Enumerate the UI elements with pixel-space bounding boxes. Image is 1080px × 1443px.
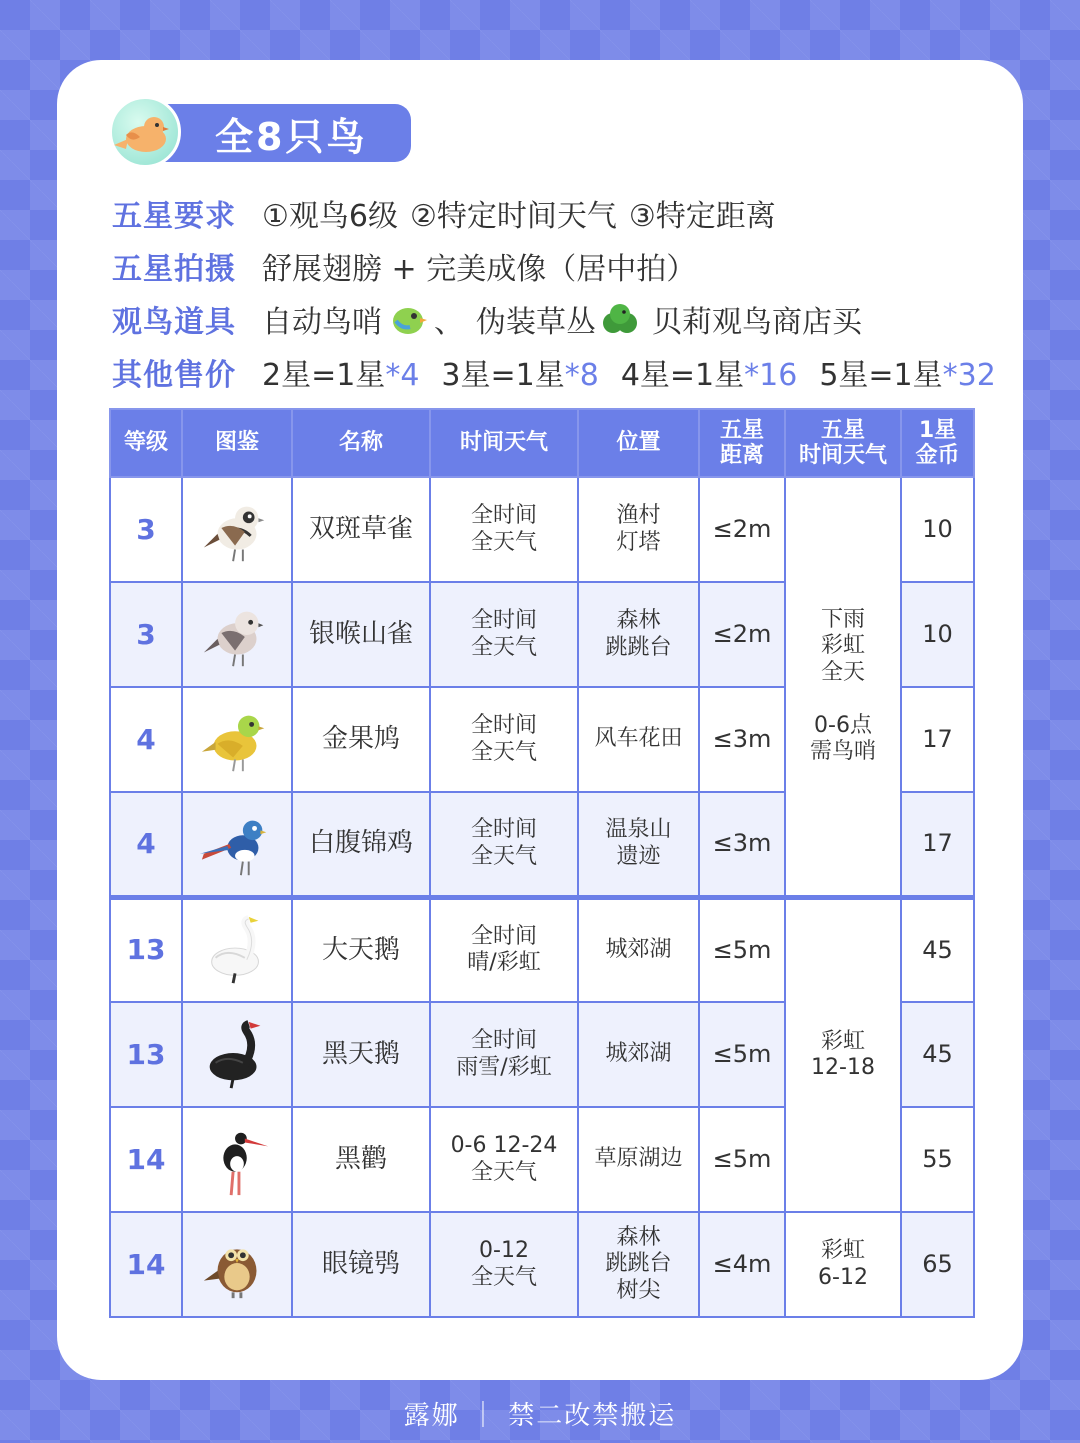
five-star-time-weather-group-2: 彩虹 12-18: [785, 897, 901, 1212]
level-cell: 14: [110, 1212, 182, 1317]
bird-name-cell: 眼镜鸮: [292, 1212, 430, 1317]
bird-name-cell: 金果鸠: [292, 687, 430, 792]
bird-badge-icon: [109, 96, 181, 168]
distance-cell: ≤5m: [699, 1002, 785, 1107]
bird-pic-cell: [182, 687, 292, 792]
time-weather-cell: 全时间 全天气: [430, 477, 578, 582]
five-star-requirements: [112, 186, 996, 239]
level-cell: 14: [110, 1107, 182, 1212]
header-five-star-time-weather: 五星 时间天气: [785, 409, 901, 477]
shot-value: 舒展翅膀 + 完美成像（居中拍）: [262, 251, 697, 287]
bird-table: [109, 408, 975, 1318]
location-cell: 温泉山 遗迹: [578, 792, 699, 897]
location-cell: 城郊湖: [578, 897, 699, 1002]
level-cell: 4: [110, 687, 182, 792]
price-5-star: 5星=1星*32: [819, 357, 996, 393]
location-cell: 渔村 灯塔: [578, 477, 699, 582]
golden-fruit-dove-icon: [198, 701, 276, 779]
shop-note: 贝莉观鸟商店买: [652, 304, 862, 340]
footer-credit: 露娜 ｜ 禁二改禁搬运: [403, 1401, 677, 1431]
five-star-time-weather-group-1: 下雨 彩虹 全天 0-6点 需鸟哨: [785, 477, 901, 897]
coin-cell: 17: [901, 792, 974, 897]
header-time-weather: 时间天气: [430, 409, 578, 477]
bird-name-cell: 黑天鹅: [292, 1002, 430, 1107]
time-weather-cell: 全时间 晴/彩虹: [430, 897, 578, 1002]
camouflage-bush-icon: [600, 301, 640, 337]
bird-pic-cell: [182, 582, 292, 687]
header-pic: 图鉴: [182, 409, 292, 477]
coin-cell: 10: [901, 477, 974, 582]
req-item-3: ③特定距离: [628, 198, 776, 234]
location-cell: 森林 跳跳台 树尖: [578, 1212, 699, 1317]
distance-cell: ≤5m: [699, 1107, 785, 1212]
header-location: 位置: [578, 409, 699, 477]
coin-cell: 55: [901, 1107, 974, 1212]
bird-name-cell: 黑鹳: [292, 1107, 430, 1212]
table-row: [110, 897, 974, 1002]
distance-cell: ≤4m: [699, 1212, 785, 1317]
level-cell: 4: [110, 792, 182, 897]
five-star-shooting: [112, 239, 996, 292]
bird-whistle-icon: [388, 301, 428, 337]
header-name: 名称: [292, 409, 430, 477]
silver-throated-tit-icon: [198, 596, 276, 674]
time-weather-cell: 全时间 全天气: [430, 792, 578, 897]
req-item-2: ②特定时间天气: [409, 198, 617, 234]
distance-cell: ≤2m: [699, 582, 785, 687]
header-coin: 1星 金币: [901, 409, 974, 477]
bird-name-cell: 白腹锦鸡: [292, 792, 430, 897]
time-weather-cell: 全时间 全天气: [430, 687, 578, 792]
bird-pic-cell: [182, 897, 292, 1002]
other-prices: [112, 345, 996, 398]
table-row: [110, 477, 974, 582]
price-key: 其他售价: [112, 357, 236, 393]
tool-key: 观鸟道具: [112, 304, 236, 340]
req-key: 五星要求: [112, 198, 236, 234]
info-card: [57, 60, 1023, 1380]
coin-cell: 45: [901, 1002, 974, 1107]
distance-cell: ≤3m: [699, 687, 785, 792]
price-4-star: 4星=1星*16: [620, 357, 798, 393]
time-weather-cell: 全时间 全天气: [430, 582, 578, 687]
time-weather-cell: 0-6 12-24 全天气: [430, 1107, 578, 1212]
five-star-time-weather-group-3: 彩虹 6-12: [785, 1212, 901, 1317]
bird-name-cell: 大天鹅: [292, 897, 430, 1002]
distance-cell: ≤3m: [699, 792, 785, 897]
price-2-star: 2星=1星*4: [262, 357, 420, 393]
coin-cell: 65: [901, 1212, 974, 1317]
page-title: [149, 104, 411, 162]
coin-cell: 45: [901, 897, 974, 1002]
black-stork-icon: [198, 1121, 276, 1199]
birding-tools: [112, 292, 996, 345]
bird-pic-cell: [182, 1212, 292, 1317]
bird-name-cell: 银喉山雀: [292, 582, 430, 687]
time-weather-cell: 全时间 雨雪/彩虹: [430, 1002, 578, 1107]
coin-cell: 10: [901, 582, 974, 687]
location-cell: 风车花田: [578, 687, 699, 792]
header-distance: 五星 距离: [699, 409, 785, 477]
shot-key: 五星拍摄: [112, 251, 236, 287]
table-header: [110, 409, 974, 477]
tool-separator: 、: [434, 304, 464, 340]
whooper-swan-icon: [198, 911, 276, 989]
table-row: [110, 1212, 974, 1317]
bird-pic-cell: [182, 1002, 292, 1107]
double-barred-finch-icon: [198, 491, 276, 569]
bird-pic-cell: [182, 1107, 292, 1212]
location-cell: 森林 跳跳台: [578, 582, 699, 687]
level-cell: 13: [110, 897, 182, 1002]
black-swan-icon: [198, 1016, 276, 1094]
header-level: 等级: [110, 409, 182, 477]
level-cell: 13: [110, 1002, 182, 1107]
bird-pic-cell: [182, 477, 292, 582]
bird-pic-cell: [182, 792, 292, 897]
distance-cell: ≤2m: [699, 477, 785, 582]
level-cell: 3: [110, 582, 182, 687]
lady-amherst-pheasant-icon: [198, 805, 276, 883]
title-text: 全8只鸟: [215, 114, 368, 159]
price-values: [262, 350, 996, 394]
req-values: [262, 191, 776, 235]
auto-whistle-label: 自动鸟哨: [262, 304, 382, 340]
coin-cell: 17: [901, 687, 974, 792]
location-cell: 草原湖边: [578, 1107, 699, 1212]
req-item-1: ①观鸟6级: [262, 198, 398, 234]
spectacled-owl-icon: [198, 1226, 276, 1304]
info-section: [112, 186, 996, 398]
camo-bush-label: 伪装草丛: [476, 304, 596, 340]
location-cell: 城郊湖: [578, 1002, 699, 1107]
bird-name-cell: 双斑草雀: [292, 477, 430, 582]
price-3-star: 3星=1星*8: [441, 357, 599, 393]
level-cell: 3: [110, 477, 182, 582]
time-weather-cell: 0-12 全天气: [430, 1212, 578, 1317]
distance-cell: ≤5m: [699, 897, 785, 1002]
tool-values: [262, 297, 862, 341]
